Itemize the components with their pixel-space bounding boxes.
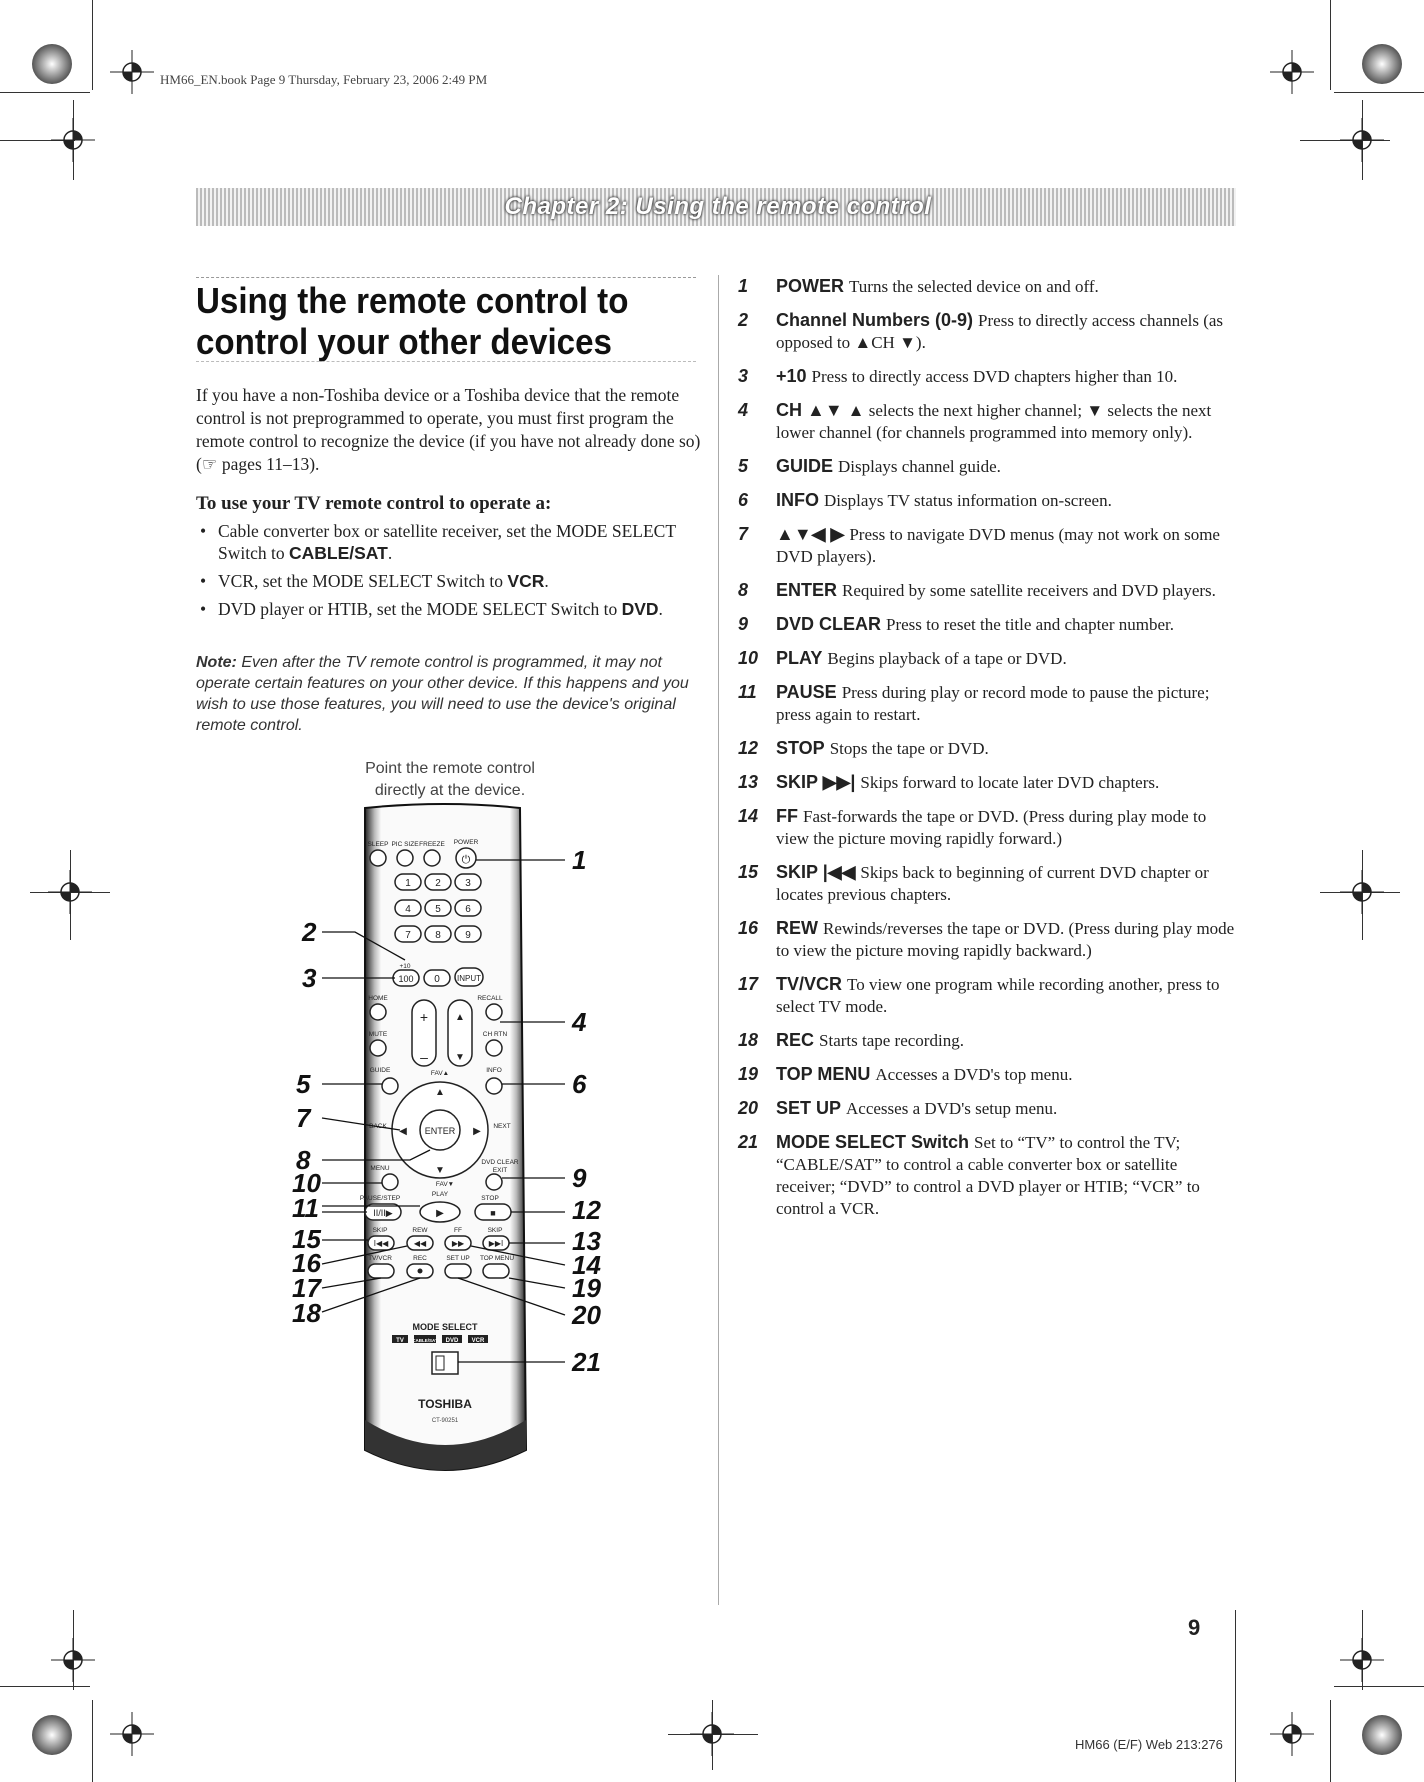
description-item	[738, 973, 1238, 1018]
description-item	[738, 861, 1238, 906]
svg-text:STOP: STOP	[481, 1195, 499, 1202]
svg-text:◀: ◀	[399, 1126, 407, 1137]
svg-text:GUIDE: GUIDE	[369, 1067, 391, 1074]
section-title: Using the remote control to control your other devices	[196, 280, 629, 362]
callout-7: 7	[296, 1103, 311, 1133]
description-item	[738, 523, 1238, 568]
intro-paragraph	[196, 384, 706, 476]
digit-label: 9	[465, 930, 471, 941]
digit-label: 1	[405, 878, 411, 889]
item-name: SKIP ▶▶|	[776, 772, 856, 792]
description-item	[738, 805, 1238, 850]
svg-text:SKIP: SKIP	[372, 1227, 388, 1234]
power-icon: ⏻	[461, 854, 471, 866]
section-rule-bottom	[196, 361, 696, 362]
svg-text:REW: REW	[412, 1227, 428, 1234]
list-item: • VCR, set the MODE SELECT Switch to VCR.	[218, 570, 718, 592]
item-name: ▲▼◀ ▶	[776, 524, 845, 544]
svg-text:TOP MENU: TOP MENU	[479, 1255, 515, 1262]
item-text: Rewinds/reverses the tape or DVD. (Press during play mode to view the picture moving rapidly backward.)	[776, 919, 1235, 960]
callout-14: 14	[572, 1250, 601, 1280]
description-item	[738, 579, 1238, 602]
svg-text:TOSHIBA: TOSHIBA	[418, 1397, 472, 1411]
item-text: Skips back to beginning of current DVD chapter or locates previous chapters.	[776, 863, 1209, 904]
svg-text:▶▶I: ▶▶I	[488, 1239, 504, 1248]
svg-text:SKIP: SKIP	[487, 1227, 503, 1234]
item-name: REC	[776, 1030, 815, 1050]
item-text: Press to directly access DVD chapters higher than 10.	[811, 367, 1178, 386]
item-number: 11	[738, 682, 757, 702]
svg-text:MODE SELECT: MODE SELECT	[412, 1322, 478, 1332]
item-text: To view one program while recording another, press to select TV mode.	[776, 975, 1220, 1016]
svg-text:I◀◀: I◀◀	[373, 1239, 389, 1248]
svg-text:▶: ▶	[436, 1208, 444, 1219]
description-item	[738, 1131, 1238, 1220]
item-text: Press to directly access channels (as opposed to ▲CH ▼).	[776, 311, 1224, 352]
pointing-hand-icon: ☞	[201, 454, 218, 474]
item-name: TV/VCR	[776, 974, 843, 994]
item-number: 20	[738, 1098, 759, 1118]
description-item	[738, 399, 1238, 444]
item-name: ENTER	[776, 580, 838, 600]
description-item	[738, 771, 1238, 794]
item-number: 14	[738, 806, 759, 826]
description-item	[738, 1097, 1238, 1120]
svg-text:PLAY: PLAY	[431, 1191, 449, 1198]
item-text: Skips forward to locate later DVD chapters.	[860, 773, 1160, 792]
callout-13: 13	[572, 1226, 601, 1256]
svg-text:TV: TV	[396, 1338, 404, 1344]
item-name: FF	[776, 806, 798, 826]
callout-18: 18	[292, 1298, 321, 1328]
item-name: POWER	[776, 276, 845, 296]
note-text: Even after the TV remote control is programmed, it may not operate certain features on your other device. If this happens and you wish to use those features, you will need to use the device's original remote control.	[196, 654, 689, 734]
svg-text:VCR: VCR	[471, 1338, 485, 1344]
item-name: DVD CLEAR	[776, 614, 882, 634]
device-list	[196, 520, 718, 626]
item-name: Channel Numbers (0-9)	[776, 310, 974, 330]
callout-20: 20	[572, 1300, 601, 1330]
svg-text:+10: +10	[399, 963, 411, 970]
description-item	[738, 1029, 1238, 1052]
description-item	[738, 681, 1238, 726]
svg-text:MENU: MENU	[370, 1165, 390, 1172]
svg-text:FAV▲: FAV▲	[430, 1070, 450, 1077]
intro-text-a: If you have a non-Toshiba device or a Toshiba device that the remote control is not preprogrammed to operate, you must first program the remote control to recognize the device (if you have not already done so) (	[196, 385, 701, 474]
description-item	[738, 1063, 1238, 1086]
item-number: 4	[738, 400, 749, 420]
item-number: 7	[738, 524, 749, 544]
footer-code: HM66 (E/F) Web 213:276	[1075, 1737, 1223, 1752]
item-name: SET UP	[776, 1098, 842, 1118]
item-number: 6	[738, 490, 749, 510]
subheading: To use your TV remote control to operate a:	[196, 493, 552, 514]
callout-2: 2	[302, 917, 317, 947]
item-name: PLAY	[776, 648, 823, 668]
point-caption: Point the remote control directly at the device.	[365, 760, 535, 799]
item-number: 21	[738, 1132, 759, 1152]
number-pad	[395, 874, 481, 942]
item-text: Fast-forwards the tape or DVD. (Press during play mode to view the picture moving rapidly forward.)	[776, 807, 1207, 848]
item-number: 2	[738, 310, 749, 330]
svg-text:PAUSE/STEP: PAUSE/STEP	[359, 1195, 401, 1202]
description-item	[738, 647, 1238, 670]
section-rule-top	[196, 277, 696, 278]
callout-10: 10	[292, 1168, 321, 1198]
remote-label: POWER	[453, 839, 479, 846]
item-text: Displays TV status information on-screen.	[824, 491, 1112, 510]
svg-text:HOME: HOME	[368, 995, 388, 1002]
item-number: 8	[738, 580, 749, 600]
callout-17: 17	[292, 1273, 321, 1303]
remote-illustration	[280, 800, 610, 1490]
callout-6: 6	[572, 1069, 587, 1099]
item-text: Press during play or record mode to pause the picture; press again to restart.	[776, 683, 1210, 724]
callout-15: 15	[292, 1224, 321, 1254]
item-name: STOP	[776, 738, 825, 758]
item-text: Displays channel guide.	[838, 457, 1001, 476]
description-item	[738, 489, 1238, 512]
svg-text:+: +	[419, 1009, 429, 1025]
svg-text:100: 100	[398, 974, 414, 984]
svg-text:◀◀: ◀◀	[413, 1239, 427, 1248]
svg-text:▲: ▲	[435, 1087, 445, 1098]
remote-label: FREEZE	[419, 841, 445, 848]
svg-text:0: 0	[434, 974, 440, 985]
item-number: 17	[738, 974, 759, 994]
svg-text:▼: ▼	[455, 1052, 465, 1063]
description-item	[738, 309, 1238, 354]
item-text: Begins playback of a tape or DVD.	[827, 649, 1067, 668]
svg-text:SET UP: SET UP	[446, 1255, 470, 1262]
item-number: 5	[738, 456, 749, 476]
item-number: 9	[738, 614, 749, 634]
svg-text:TV/VCR: TV/VCR	[368, 1255, 392, 1262]
item-name: CH ▲▼	[776, 400, 843, 420]
svg-text:CT-90251: CT-90251	[431, 1418, 459, 1424]
note	[196, 652, 706, 736]
column-divider	[718, 275, 719, 1605]
svg-text:–: –	[420, 1049, 428, 1065]
item-text: Accesses a DVD's top menu.	[875, 1065, 1073, 1084]
item-number: 18	[738, 1030, 759, 1050]
svg-text:INPUT: INPUT	[457, 974, 481, 983]
svg-text:▼: ▼	[435, 1165, 445, 1176]
svg-text:DVD CLEAR: DVD CLEAR	[481, 1159, 519, 1166]
item-text: Starts tape recording.	[819, 1031, 964, 1050]
chapter-title: Chapter 2: Using the remote control	[504, 193, 932, 220]
description-item	[738, 613, 1238, 636]
digit-label: 7	[405, 930, 411, 941]
page-number: 9	[1188, 1615, 1201, 1640]
item-name: SKIP |◀◀	[776, 862, 856, 882]
svg-text:▶▶: ▶▶	[451, 1239, 465, 1248]
svg-text:II/II▶: II/II▶	[373, 1208, 393, 1218]
svg-text:DVD: DVD	[445, 1338, 459, 1344]
callout-8: 8	[296, 1145, 311, 1175]
item-number: 19	[738, 1064, 759, 1084]
item-text: Stops the tape or DVD.	[829, 739, 989, 758]
svg-text:■: ■	[490, 1208, 496, 1218]
callout-5: 5	[296, 1069, 311, 1099]
item-text: Required by some satellite receivers and DVD players.	[842, 581, 1216, 600]
item-number: 1	[738, 276, 749, 296]
callout-11: 11	[292, 1193, 319, 1223]
list-item: • DVD player or HTIB, set the MODE SELECT Switch to DVD.	[218, 598, 718, 620]
item-number: 16	[738, 918, 759, 938]
item-name: REW	[776, 918, 818, 938]
item-number: 15	[738, 862, 759, 882]
remote-label: PIC SIZE	[391, 841, 419, 848]
item-number: 13	[738, 772, 759, 792]
item-name: TOP MENU	[776, 1064, 871, 1084]
svg-text:BACK: BACK	[369, 1123, 387, 1130]
svg-text:CH RTN: CH RTN	[482, 1031, 508, 1038]
item-name: INFO	[776, 490, 819, 510]
list-item: • Cable converter box or satellite receiver, set the MODE SELECT Switch to CABLE/SAT.	[218, 520, 718, 564]
callout-4: 4	[572, 1007, 587, 1037]
callout-1: 1	[572, 845, 587, 875]
svg-text:FF: FF	[454, 1227, 462, 1234]
callout-16: 16	[292, 1248, 321, 1278]
intro-text-b: pages 11–13).	[217, 454, 320, 474]
button-descriptions	[738, 275, 1238, 1231]
item-text: Turns the selected device on and off.	[849, 277, 1099, 296]
item-number: 12	[738, 738, 759, 758]
item-name: GUIDE	[776, 456, 834, 476]
callout-19: 19	[572, 1273, 601, 1303]
file-info-header: HM66_EN.book Page 9 Thursday, February 23, 2006 2:49 PM	[160, 72, 488, 87]
svg-text:ENTER: ENTER	[424, 1126, 456, 1136]
remote-label: SLEEP	[367, 841, 389, 848]
note-label: Note:	[196, 654, 237, 671]
item-number: 3	[738, 366, 749, 386]
digit-label: 6	[465, 904, 471, 915]
description-item	[738, 737, 1238, 760]
svg-text:▲: ▲	[455, 1012, 465, 1023]
svg-text:FAV▼: FAV▼	[435, 1181, 455, 1188]
description-item	[738, 275, 1238, 298]
svg-text:RECALL: RECALL	[477, 995, 503, 1002]
digit-label: 2	[435, 878, 441, 889]
svg-text:EXIT: EXIT	[492, 1167, 508, 1174]
svg-text:▶: ▶	[473, 1126, 481, 1137]
item-text: Press to navigate DVD menus (may not work on some DVD players).	[776, 525, 1220, 566]
callout-3: 3	[302, 963, 317, 993]
item-text: Press to reset the title and chapter number.	[886, 615, 1174, 634]
callout-21: 21	[572, 1347, 601, 1377]
callout-12: 12	[572, 1195, 601, 1225]
item-text: Accesses a DVD's setup menu.	[846, 1099, 1058, 1118]
digit-label: 8	[435, 930, 441, 941]
digit-label: 3	[465, 878, 471, 889]
callout-9: 9	[572, 1163, 587, 1193]
digit-label: 5	[435, 904, 441, 915]
description-item	[738, 365, 1238, 388]
item-name: PAUSE	[776, 682, 837, 702]
item-name: +10	[776, 366, 807, 386]
svg-text:REC: REC	[413, 1255, 427, 1262]
description-item	[738, 455, 1238, 478]
svg-text:CABLE/SAT: CABLE/SAT	[412, 1338, 438, 1343]
description-item	[738, 917, 1238, 962]
digit-label: 4	[405, 904, 411, 915]
item-name: MODE SELECT Switch	[776, 1132, 970, 1152]
svg-text:NEXT: NEXT	[493, 1123, 511, 1130]
item-number: 10	[738, 648, 759, 668]
item-text: Set to “TV” to control the TV; “CABLE/SAT” to control a cable converter box or satellite receiver; “DVD” to control a DVD player or HTIB; “VCR” to control a VCR.	[776, 1133, 1200, 1218]
item-text: ▲ selects the next higher channel; ▼ selects the next lower channel (for channels programmed into memory only).	[776, 401, 1212, 442]
svg-text:INFO: INFO	[486, 1067, 502, 1074]
svg-text:MUTE: MUTE	[368, 1031, 388, 1038]
